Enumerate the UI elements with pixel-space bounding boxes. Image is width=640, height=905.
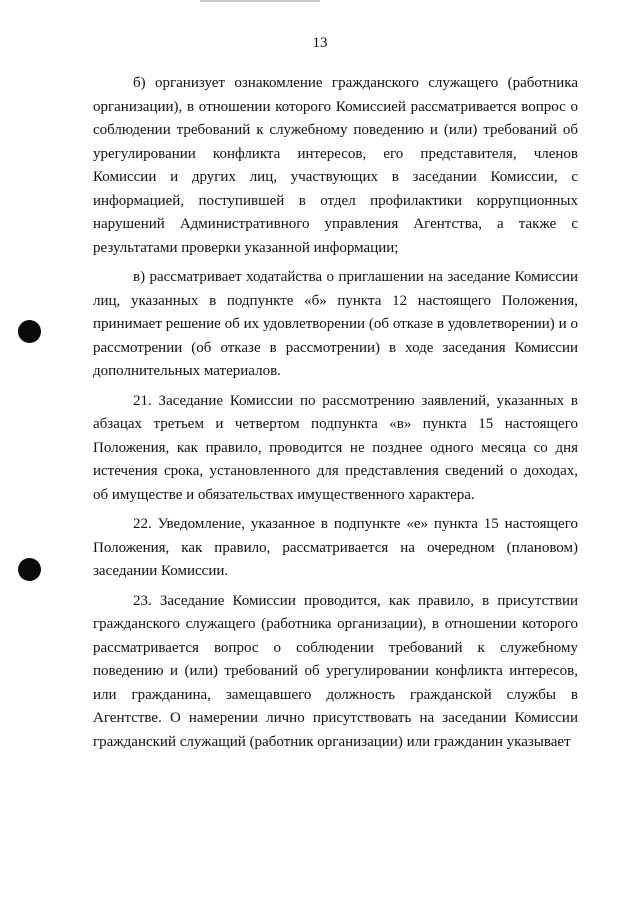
punch-hole-mark xyxy=(18,320,41,343)
page-number: 13 xyxy=(312,35,328,51)
scan-edge-mark xyxy=(200,0,320,2)
punch-hole-mark xyxy=(18,558,41,581)
paragraph-clause-21: 21. Заседание Комиссии по рассмотрению заявлений, указанных в абзацах третьем и четвертом подпункта «в» пункта 15 настоящего Положения, как правило, проводится не позднее одного месяца со дня истечения срока, установленного для представления сведений о доходах, об имуществе и обязательствах имущественного характера. xyxy=(93,392,578,503)
paragraph-clause-22: 22. Уведомление, указанное в подпункте «е» пункта 15 настоящего Положения, как правило, рассматривается на очередном (плановом) заседании Комиссии. xyxy=(93,516,578,579)
document-body xyxy=(93,72,578,760)
paragraph-clause-23: 23. Заседание Комиссии проводится, как правило, в присутствии гражданского служащего (работника организации), в отношении которого рассматривается вопрос о соблюдении требований к служебному поведению и (или) требований об урегулировании конфликта интересов, или гражданина, замещавшего должность гражданской службы в Агентстве. О намерении лично присутствовать на заседании Комиссии гражданский служащий (работник организации) или гражданин указывает xyxy=(93,592,578,750)
paragraph-item-v: в) рассматривает ходатайства о приглашении на заседание Комиссии лиц, указанных в подпункте «б» пункта 12 настоящего Положения, принимает решение об их удовлетворении (об отказе в удовлетворении) и о рассмотрении (об отказе в рассмотрении) в ходе заседания Комиссии дополнительных материалов. xyxy=(93,269,578,379)
paragraph-item-b: б) организует ознакомление гражданского служащего (работника организации), в отношении которого Комиссией рассматривается вопрос о соблюдении требований к служебному поведению и (или) требований об урегулировании конфликта интересов, его представителя, членов Комиссии и других лиц, участвующих в заседании Комиссии, с информацией, поступившей в отдел профилактики коррупционных нарушений Административного управления Агентства, а также с результатами проверки указанной информации; xyxy=(93,75,578,256)
